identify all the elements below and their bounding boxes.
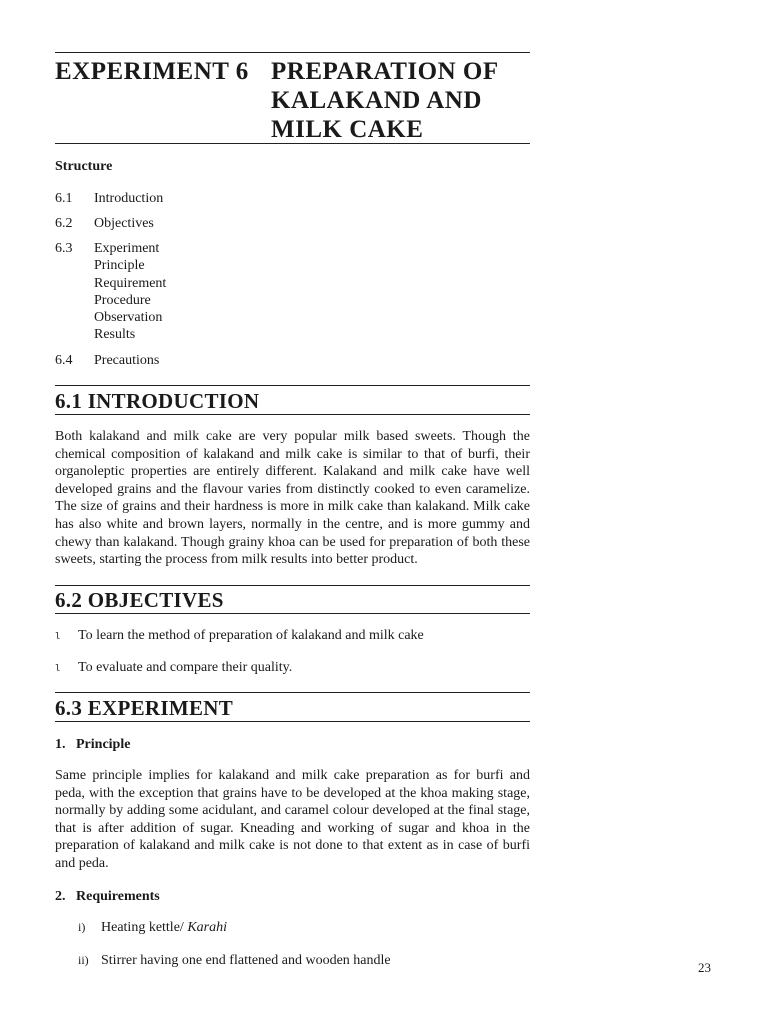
toc-item-experiment-label: Experiment (94, 241, 160, 256)
toc-subitem-results: Results (94, 327, 136, 343)
toc-num-6-2: 6.2 (55, 216, 73, 231)
objectives-top-rule (55, 585, 530, 586)
intro-top-rule (55, 385, 530, 386)
title-line-1: PREPARATION OF (271, 58, 499, 85)
toc-subitem-principle: Principle (94, 258, 145, 274)
requirement-num-1: i) (78, 920, 86, 934)
toc-subitem-procedure: Procedure (94, 292, 151, 308)
toc-item-objectives: Objectives (94, 216, 154, 231)
toc-num-6-1: 6.1 (55, 191, 73, 206)
experiment-top-rule (55, 692, 530, 693)
intro-bottom-rule (55, 414, 530, 415)
objectives-bottom-rule (55, 613, 530, 614)
page-number: 23 (698, 960, 711, 975)
objective-item-1: To learn the method of preparation of kalakand and milk cake (78, 628, 424, 643)
experiment-bottom-rule (55, 721, 530, 722)
toc-item-experiment (94, 240, 166, 344)
toc-item-introduction: Introduction (94, 191, 164, 206)
bullet-icon: l (55, 632, 61, 642)
requirements-heading: 2. Requirements (55, 889, 160, 904)
toc-num-6-3: 6.3 (55, 241, 73, 256)
objectives-heading: 6.2 OBJECTIVES (55, 588, 224, 612)
bullet-icon: l (55, 664, 61, 674)
title-line-3: MILK CAKE (271, 116, 424, 143)
principle-heading: 1. Principle (55, 737, 131, 752)
requirement-text-1: Heating kettle/ (101, 920, 188, 935)
toc-subitem-requirement: Requirement (94, 275, 167, 291)
introduction-heading: 6.1 INTRODUCTION (55, 389, 260, 413)
requirement-italic-karahi: Karahi (187, 920, 227, 935)
requirement-num-2: ii) (78, 953, 89, 967)
principle-paragraph: Same principle implies for kalakand and milk cake preparation as for burfi and peda, with the exception that grains have to be developed at the khoa making stage, normally by adding some acidulant, and caramel colour developed at the final stage, that is after addition of sugar. Kneading and working of sugar and khoa in the preparation of kalakand and milk cake is not done to that extent as in case of burfi and peda. (55, 768, 530, 871)
requirement-item-2: Stirrer having one end flattened and wooden handle (101, 953, 391, 968)
experiment-label: EXPERIMENT 6 (55, 58, 249, 85)
requirement-item-1 (101, 919, 227, 936)
toc-subitem-observation: Observation (94, 310, 163, 326)
title-top-rule (55, 52, 530, 53)
introduction-paragraph: Both kalakand and milk cake are very popular milk based sweets. Though the chemical composition of kalakand and milk cake is similar to that of burfi, their organoleptic properties are entirely different. Kalakand and milk cake have well developed grains and the flavour varies from distinctly cooked to even caramelize. The size of grains and their hardness is more in milk cake than kalakand. Milk cake has also white and brown layers, normally in the centre, and is more gummy and chewy than kalakand. Though grainy khoa can be used for preparation of both these sweets, starting the process from milk results into better product. (55, 429, 530, 568)
title-line-2: KALAKAND AND (271, 87, 482, 114)
toc-item-precautions: Precautions (94, 353, 160, 368)
structure-heading: Structure (55, 159, 113, 174)
toc-num-6-4: 6.4 (55, 353, 73, 368)
title-bottom-rule (55, 143, 530, 144)
experiment-heading: 6.3 EXPERIMENT (55, 696, 234, 720)
objective-item-2: To evaluate and compare their quality. (78, 660, 293, 675)
